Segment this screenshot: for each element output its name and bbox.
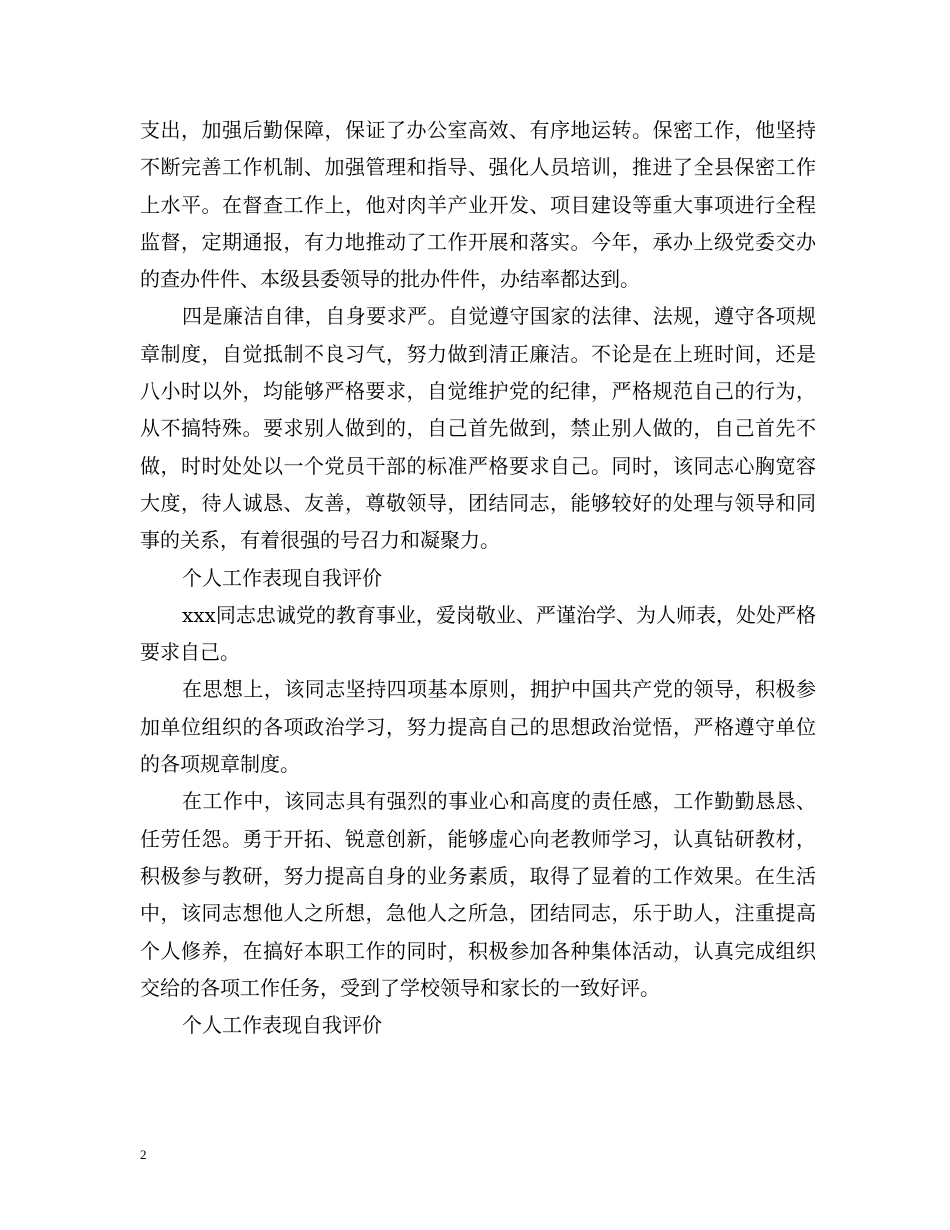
paragraph-integrity-self-discipline: 四是廉洁自律，自身要求严。自觉遵守国家的法律、法规，遵守各项规章制度，自觉抵制不良习气，努力做到清正廉洁。不论是在上班时间，还是八小时以外，均能够严格要求，自觉维护党的纪律，严格规范自己的行为，从不搞特殊。要求别人做到的，自己首先做到，禁止别人做的，自己首先不做，时时处处以一个党员干部的标准严格要求自己。同时，该同志心胸宽容大度，待人诚恳、友善，尊敬领导，团结同志，能够较好的处理与领导和同事的关系，有着很强的号召力和凝聚力。 xyxy=(140,304,816,553)
page-number: 2 xyxy=(140,1147,147,1162)
paragraph-continued-office-work: 支出，加强后勤保障，保证了办公室高效、有序地运转。保密工作，他坚持不断完善工作机制、加强管理和指导、强化人员培训，推进了全县保密工作上水平。在督查工作上，他对肉羊产业开发、项目建设等重大事项进行全程监督，定期通报，有力地推动了工作开展和落实。今年，承办上级党委交办的查办件件、本级县委领导的批办件件，办结率都达到。 xyxy=(140,118,816,292)
paragraph-loyalty-education: xxx同志忠诚党的教育事业，爱岗敬业、严谨治学、为人师表，处处严格要求自己。 xyxy=(140,602,816,665)
paragraph-work-and-life: 在工作中，该同志具有强烈的事业心和高度的责任感，工作勤勤恳恳、任劳任怨。勇于开拓、锐意创新，能够虚心向老教师学习，认真钻研教材，积极参与教研，努力提高自身的业务素质，取得了显着的工作效果。在生活中，该同志想他人之所想，急他人之所急，团结同志，乐于助人，注重提高个人修养，在搞好本职工作的同时，积极参加各种集体活动，认真完成组织交给的各项工作任务，受到了学校领导和家长的一致好评。 xyxy=(140,789,816,1000)
section-heading-self-evaluation: 个人工作表现自我评价 xyxy=(182,565,382,590)
section-heading-self-evaluation-repeat: 个人工作表现自我评价 xyxy=(182,1013,382,1038)
paragraph-ideology: 在思想上，该同志坚持四项基本原则，拥护中国共产党的领导，积极参加单位组织的各项政治学习，努力提高自己的思想政治觉悟，严格遵守单位的各项规章制度。 xyxy=(140,677,816,777)
document-body xyxy=(140,112,816,1044)
